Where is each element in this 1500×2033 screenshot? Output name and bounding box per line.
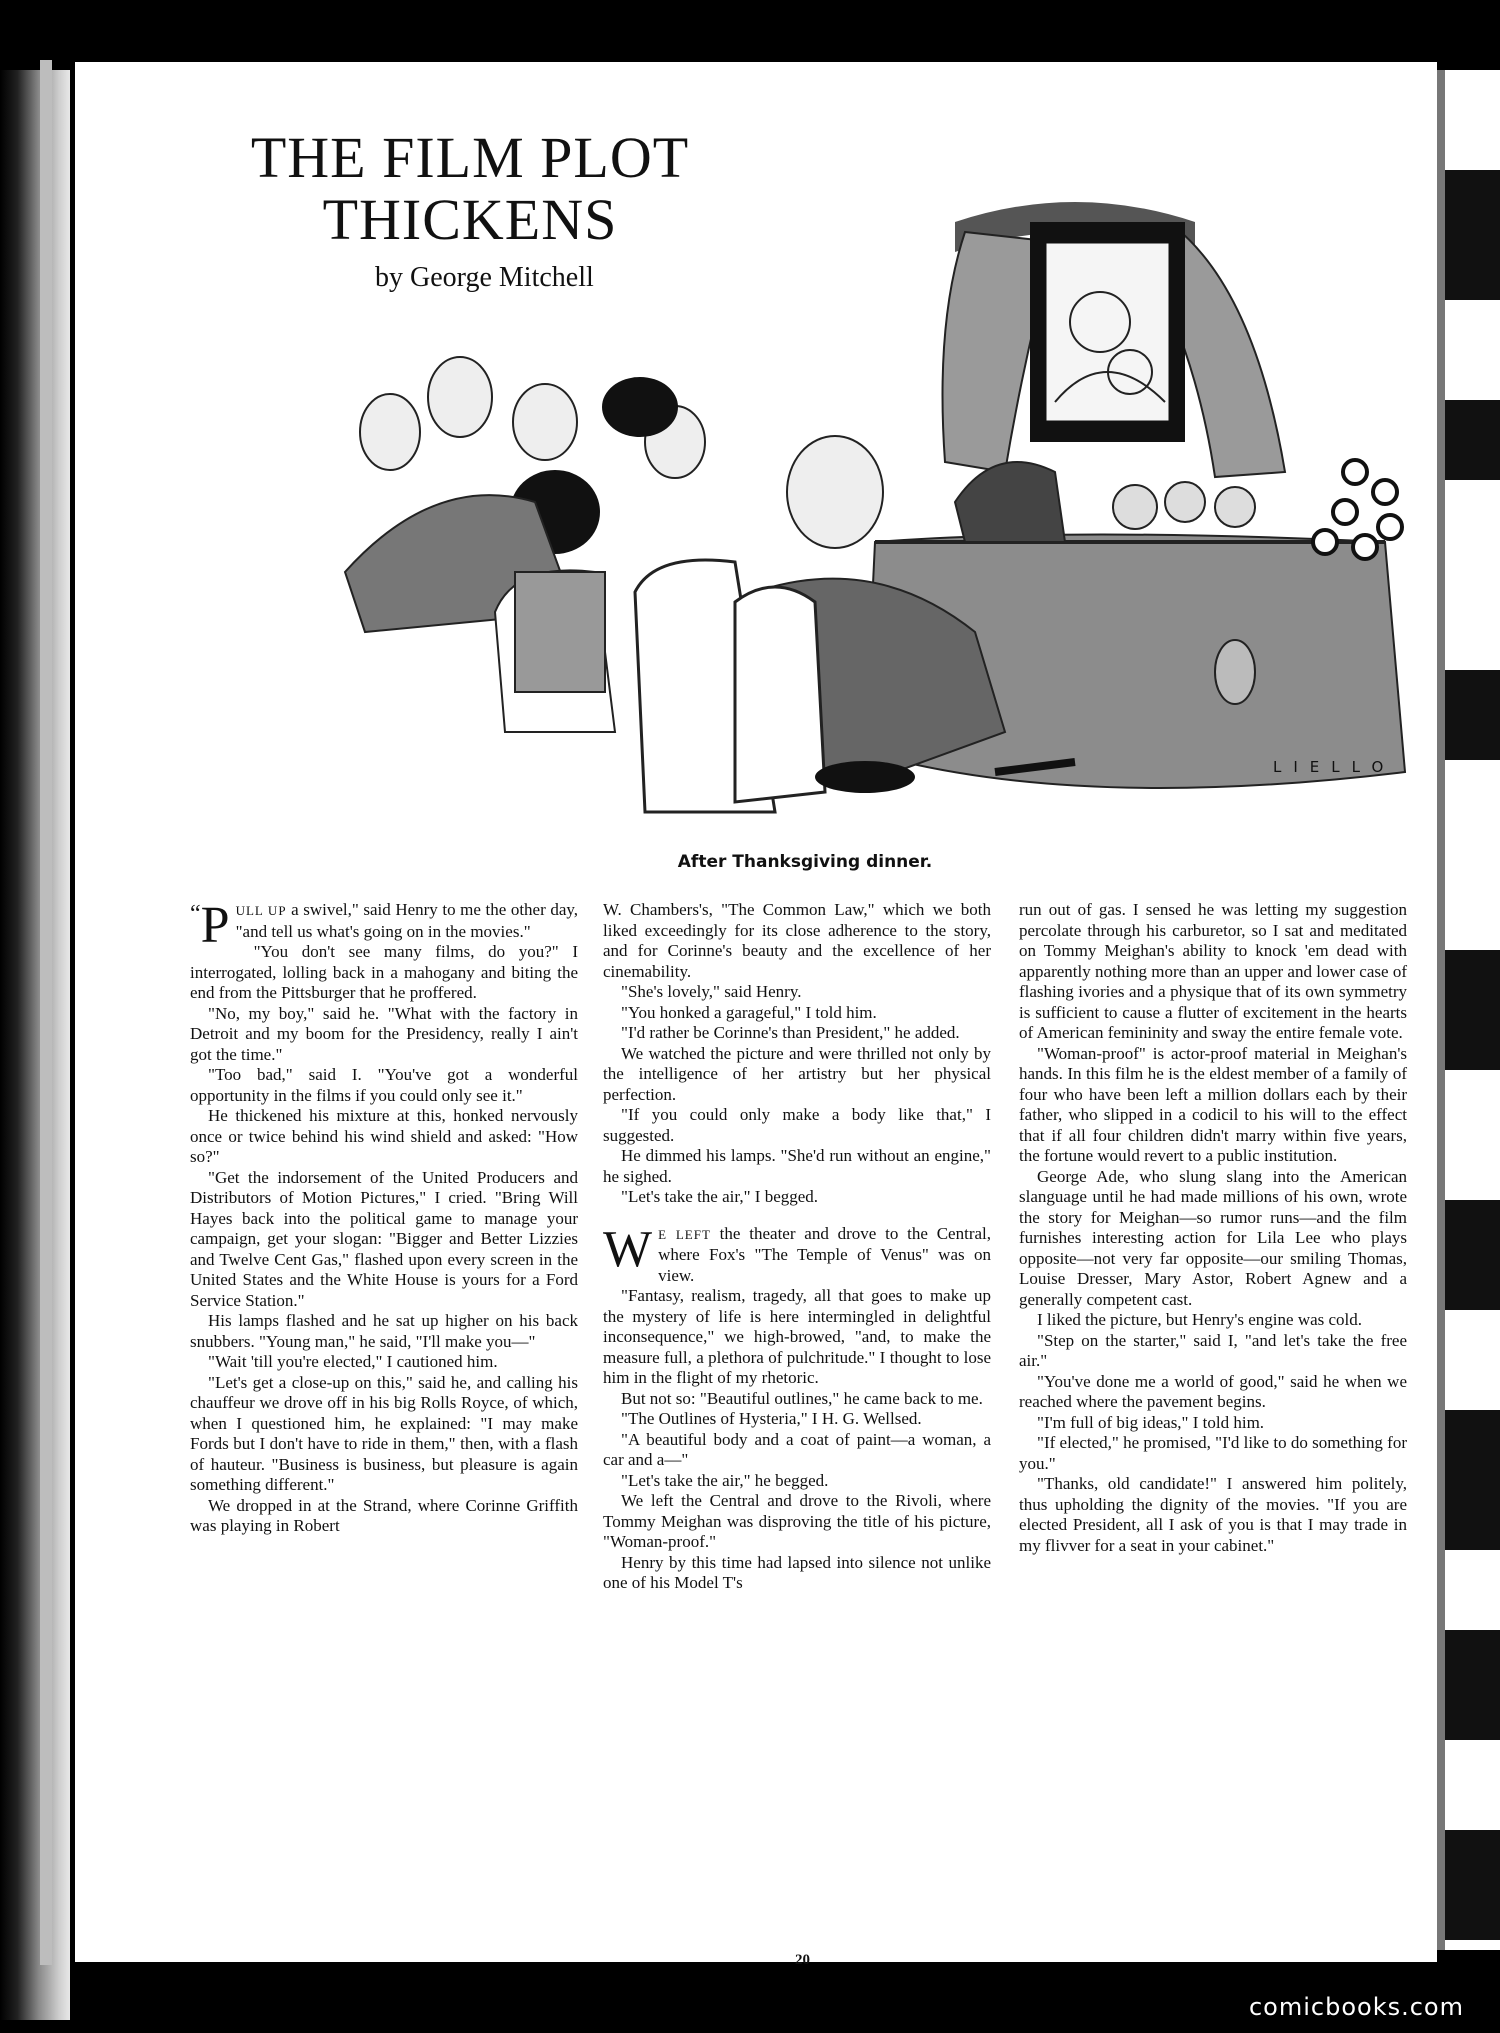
paragraph: "The Outlines of Hysteria," I H. G. Wellsed. bbox=[621, 1409, 922, 1428]
section-opening-paragraph: W E LEFT the theater and drove to the Central, where Fox's "The Temple of Venus" was on view. bbox=[603, 1220, 991, 1285]
paragraph: "She's lovely," said Henry. bbox=[621, 982, 802, 1001]
text-column-1 bbox=[190, 897, 579, 1537]
paragraph: "You honked a garageful," I told him. bbox=[621, 1002, 877, 1022]
paragraph: "Fantasy, realism, tragedy, all that goes to make up the mystery of life is here intermingled in delightful inconsequence," we high-browed, "and, to make the measure full, a plethora of pulchritude." I thought to lose him in the flight of my rhetoric. bbox=[603, 1286, 991, 1387]
paragraph: W. Chambers's, "The Common Law," which we both liked exceedingly for its close adherence to the story, and for Corinne's beauty and the excellence of her cinemability. bbox=[603, 900, 991, 981]
paragraph: We watched the picture and were thrilled not only by the intelligence of her artistry but her physical perfection. bbox=[603, 1043, 991, 1104]
paragraph: Henry by this time had lapsed into silence not unlike one of his Model T's bbox=[603, 1552, 991, 1592]
article-title: THE FILM PLOT THICKENS bbox=[250, 125, 690, 252]
paragraph: run out of gas. I sensed he was letting my suggestion percolate through his carburetor, so I sat and meditated on Tommy Meighan's ability to knock 'em dead with apparently nothing more than an upper and lower case of flashing ivories and a physique that of its own symmetry is sufficient to cause a flutter of excitement in the hearts of American femininity and sway the entire female vote. bbox=[1019, 900, 1407, 1042]
paragraph: "I'm full of big ideas," I told him. bbox=[1037, 1412, 1265, 1432]
article-byline: by George Mitchell bbox=[375, 262, 594, 293]
paragraph: I liked the picture, but Henry's engine was cold. bbox=[1037, 1310, 1363, 1329]
facing-page-edge bbox=[1437, 70, 1500, 1950]
paragraph: "If you could only make a body like that," I suggested. bbox=[603, 1105, 991, 1145]
paragraph: "A beautiful body and a coat of paint—a woman, a car and a—" bbox=[603, 1429, 991, 1469]
theater-illustration bbox=[175, 172, 1435, 822]
paragraph: "I'd rather be Corinne's than President," he added. bbox=[621, 1023, 960, 1042]
opening-paragraph: “ P ULL UP a swivel," said Henry to me the other day, "and tell us what's going on in the movies." bbox=[190, 897, 579, 954]
paragraph: But not so: "Beautiful outlines," he came back to me. bbox=[621, 1388, 983, 1408]
site-watermark: comicbooks.com bbox=[1248, 1993, 1464, 2021]
page-number: 20 bbox=[795, 1952, 810, 1968]
paragraph: "You've done me a world of good," said he when we reached where the pavement begins. bbox=[1019, 1371, 1407, 1411]
paragraph: He thickened his mixture at this, honked nervously once or twice behind his wind shield and asked: "How so?" bbox=[190, 1106, 578, 1166]
paragraph: "No, my boy," said he. "What with the factory in Detroit and my boom for the Presidency, really I ain't got the time." bbox=[190, 1003, 578, 1064]
illustration-caption: After Thanksgiving dinner. bbox=[677, 852, 933, 872]
paragraph: George Ade, who slung slang into the American slanguage until he had made millions of his own, wrote the story for Meighan—so rumor runs—and the film furnishes interesting action for Lila Lee who plays opposite—not very far opposite—our smiling Thomas, Louise Dresser, Mary Astor, Robert Agnew and a generally competent cast. bbox=[1019, 1166, 1407, 1309]
magazine-page bbox=[75, 62, 1437, 1968]
text-column-3 bbox=[1019, 900, 1407, 1556]
paragraph: He dimmed his lamps. "She'd run without an engine," he sighed. bbox=[603, 1146, 991, 1186]
paragraph: "Woman-proof" is actor-proof material in Meighan's hands. In this film he is the eldest member of a family of four who have been left a million dollars each by their father, who slipped in a codicil to his will to the effect that if all four children didn't marry within five years, the fortune would revert to a public institution. bbox=[1019, 1043, 1407, 1165]
paragraph: We dropped in at the Strand, where Corinne Griffith was playing in Robert bbox=[190, 1495, 578, 1535]
artist-signature: LIELLO bbox=[1273, 758, 1396, 776]
text-column-2 bbox=[603, 900, 991, 1594]
paragraph: "Wait 'till you're elected," I cautioned him. bbox=[208, 1352, 498, 1371]
paragraph: "If elected," he promised, "I'd like to do something for you." bbox=[1019, 1433, 1407, 1473]
page-edge bbox=[40, 60, 52, 1965]
paragraph: "Let's take the air," he begged. bbox=[621, 1470, 829, 1490]
binding-shadow bbox=[0, 70, 70, 2020]
paragraph: "You don't see many films, do you?" I interrogated, lolling back in a mahogany and biting the end from the Pittsburger that he proffered. bbox=[190, 942, 578, 1002]
paragraph: "Get the indorsement of the United Producers and Distributors of Motion Pictures," I cried. "Bring Will Hayes back into the political game to manage your campaign, get your slogan: "Bigger and Better Lizzies and Twelve Cent Gas," flashed upon every screen in the United States and the White House is yours for a Ford Service Station." bbox=[190, 1167, 578, 1310]
paragraph: "Too bad," said I. "You've got a wonderful opportunity in the films if you could only see it." bbox=[190, 1065, 578, 1105]
paragraph: His lamps flashed and he sat up higher on his back snubbers. "Young man," he said, "I'll make you—" bbox=[190, 1311, 578, 1351]
paragraph: We left the Central and drove to the Rivoli, where Tommy Meighan was disproving the title of his picture, "Woman-proof." bbox=[603, 1491, 991, 1551]
paragraph: "Step on the starter," said I, "and let's take the free air." bbox=[1019, 1330, 1407, 1370]
drop-cap: W bbox=[603, 1220, 653, 1278]
paragraph: "Let's get a close-up on this," said he, and calling his chauffeur we drove off in his big Rolls Royce, of which, when I questioned him, he explained: "I may make Fords but I don't have to ride in them," then, with a flash of hauteur. "Business is business, but pleasure is again something different." bbox=[190, 1372, 578, 1494]
paragraph: "Thanks, old candidate!" I answered him politely, thus upholding the dignity of the movies. "If you are elected President, all I ask of you is that I may trade in my flivver for a seat in your cabinet." bbox=[1019, 1474, 1407, 1555]
paragraph: "Let's take the air," I begged. bbox=[621, 1187, 819, 1206]
drop-cap: P bbox=[200, 897, 230, 954]
